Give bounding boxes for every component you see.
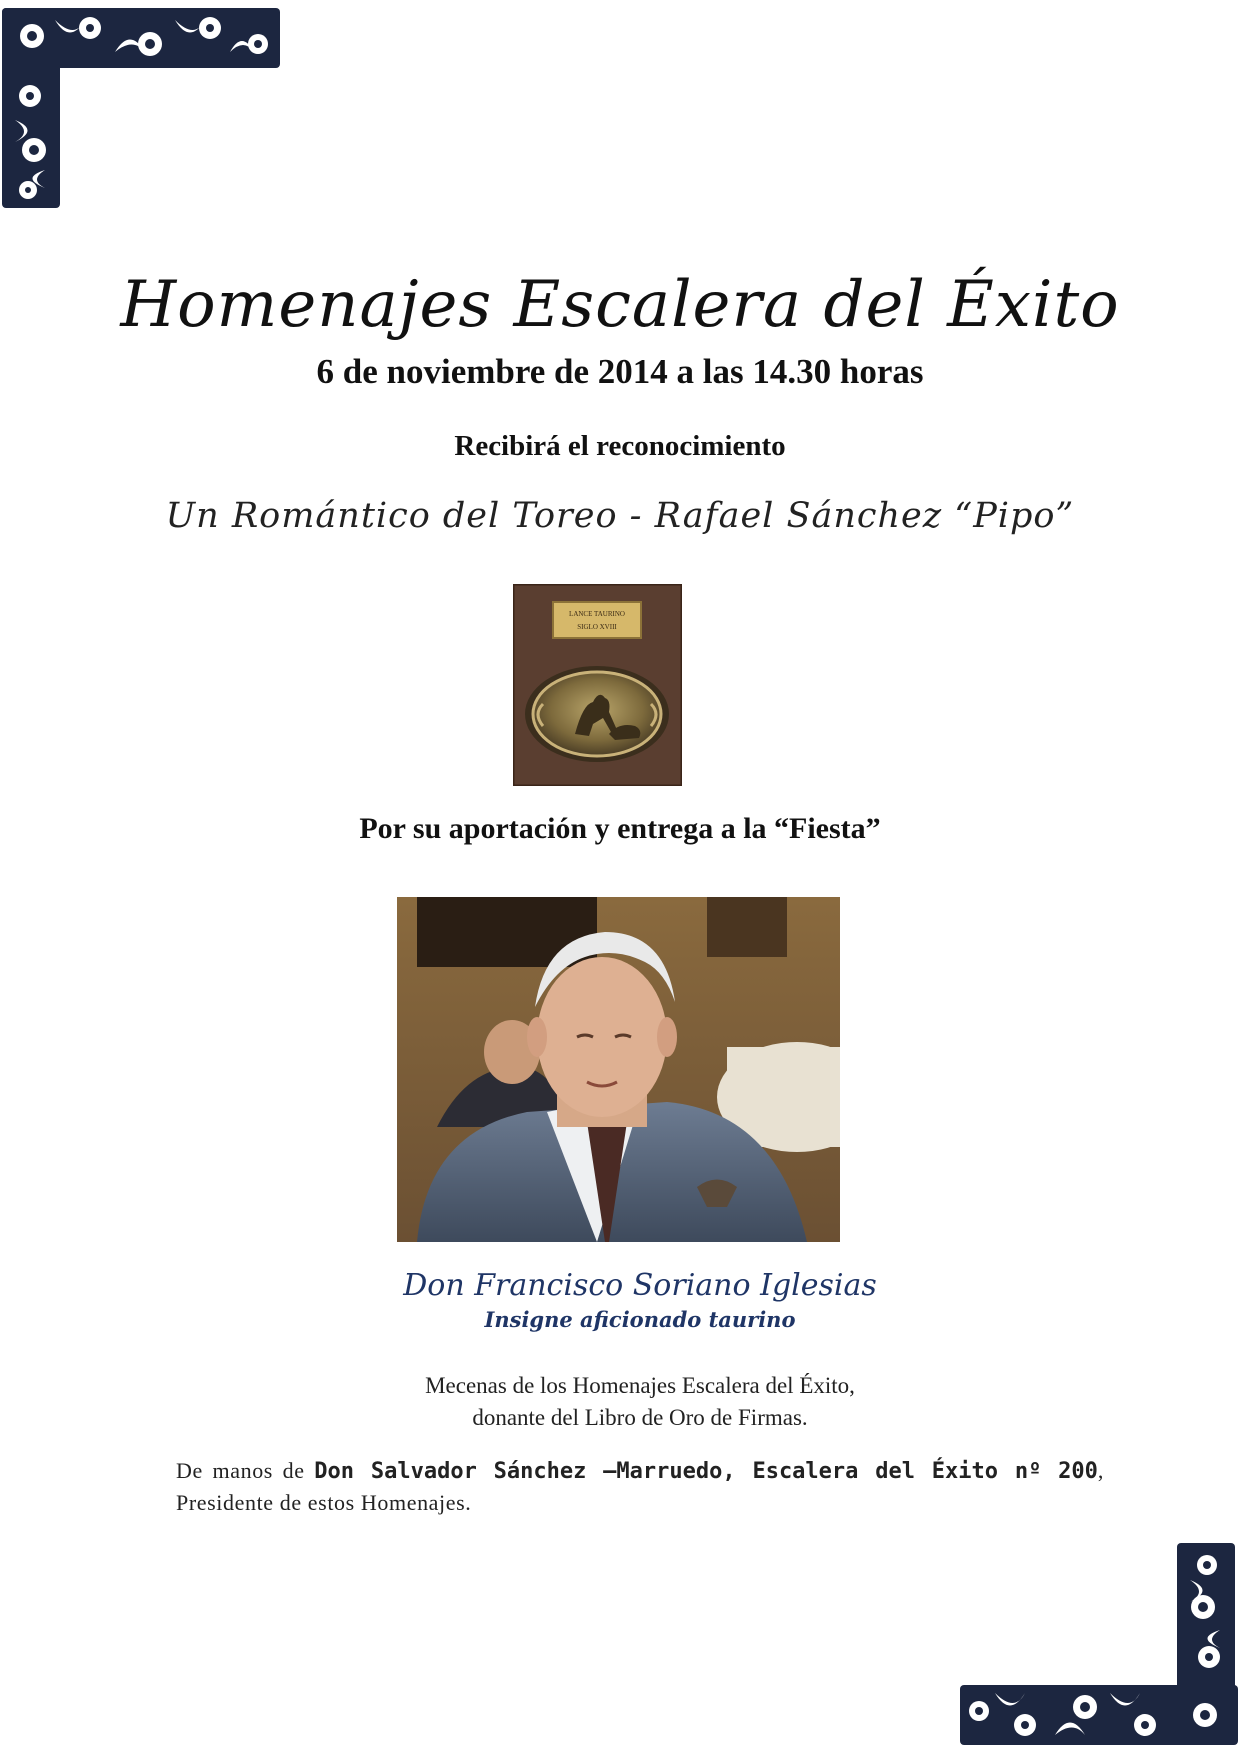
book-cover-image (513, 584, 682, 786)
page-title: Homenajes Escalera del Éxito (120, 268, 1120, 342)
contribution-line: Por su aportación y entrega a la “Fiesta” (359, 812, 881, 845)
honoree-photo (397, 897, 840, 1242)
ornament-corner-bottom-right (955, 1535, 1240, 1750)
presenter-name: Don Salvador Sánchez –Marruedo, Escalera del Éxito nº 200 (314, 1459, 1098, 1484)
honoree-subtitle: Insigne aficionado taurino (484, 1307, 796, 1332)
presenter-paragraph (176, 1455, 1104, 1518)
presenter-suffix: , Presidente de estos Homenajes. (176, 1458, 1104, 1515)
event-date: 6 de noviembre de 2014 a las 14.30 horas (316, 352, 924, 391)
presenter-prefix: De manos de (176, 1458, 315, 1483)
award-name: Un Romántico del Toreo - Rafael Sánchez “Pipo” (165, 496, 1075, 536)
honoree-name: Don Francisco Soriano Iglesias (403, 1268, 877, 1303)
book-plate-line2: SIGLO XVIII (577, 623, 617, 631)
book-plate-line1: LANCE TAURINO (569, 610, 625, 618)
ornament-corner-top-left (0, 0, 285, 215)
patron-line-2: donante del Libro de Oro de Firmas. (472, 1405, 808, 1430)
recognition-intro: Recibirá el reconocimiento (454, 430, 786, 462)
patron-line-1: Mecenas de los Homenajes Escalera del Éxito, (425, 1373, 855, 1398)
patron-description (0, 1370, 1240, 1434)
